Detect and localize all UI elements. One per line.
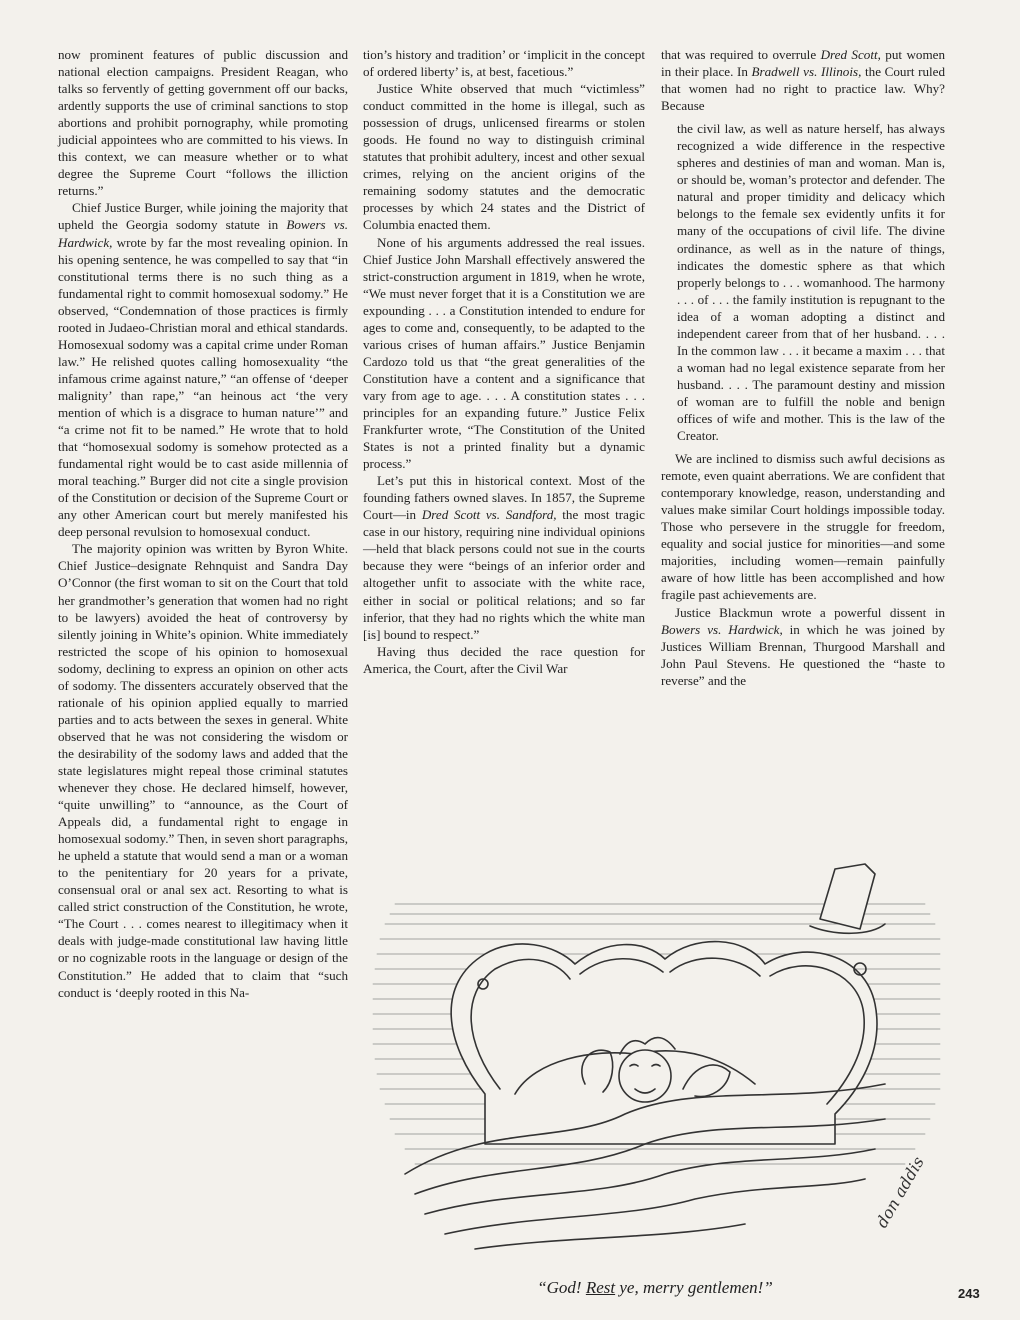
- paragraph-text: Chief Justice Burger, while joining the majority that upheld the Georgia sodomy statute in: [58, 200, 348, 233]
- cartoon-caption: [365, 1278, 945, 1298]
- text-column-1: [58, 46, 348, 1001]
- case-name: Dred Scott vs. Sandford,: [421, 507, 557, 523]
- paragraph: Justice White observed that much “victimless” conduct committed in the home is illegal, such as possession of drugs, unlicensed firearms or stolen goods. He found no way to distinguish criminal statutes that prohibit adultery, incest and other sexual crimes, relying on the ancient origins of the remaining sodomy statutes and the democratic processes by which 24 states and the District of Columbia enacted them.: [363, 81, 645, 233]
- headboard: [451, 942, 877, 1144]
- cartoon-signature: don addis: [872, 1153, 928, 1231]
- paragraph: None of his arguments addressed the real issues. Chief Justice John Marshall effectively answered the strict-construction argument in 1819, when he wrote, “We must never forget that it is a Constitution we are expounding . . . a Constitution intended to endure for ages to come and, consequently, to be adapted to the various crises of human affairs.” Justice Benjamin Cardozo told us that “the great generalities of the Constitution have a content and a significance that vary from age to age. . . . A constitution states . . . principles for an expanding future.” Justice Felix Frankfurter wrote, “The Constitution of the United States is not a printed finality but a dynamic process.”: [363, 234, 645, 472]
- paragraph: tion’s history and tradition’ or ‘implicit in the concept of ordered liberty’ is, at best, facetious.”: [363, 47, 645, 80]
- face-center: [619, 1050, 671, 1102]
- case-name: Bowers vs. Hardwick,: [58, 217, 348, 250]
- cartoon-illustration: [365, 844, 945, 1264]
- paragraph: now prominent features of public discussion and national election campaigns. President Reagan, who talks so fervently of getting government off our backs, ardently supports the use of criminal sanctions to stop abortions and prohibit pornography, while promoting judicial appointees who are committed to his views. In this context, we can measure whether or to what degree the Supreme Court “follows the illiction returns.”: [58, 47, 348, 199]
- paragraph: Having thus decided the race question for America, the Court, after the Civil War: [363, 643, 645, 676]
- top-hat: [820, 864, 875, 929]
- paragraph: The majority opinion was written by Byron White. Chief Justice–designate Rehnquist and Sandra Day O’Connor (the first woman to sit on the Court that told her grandmother’s generation that women had no right to be lawyers) avoided the heat of controversy by silently joining in White’s opinion. White immediately restricted the scope of his opinion to homosexual sodomy, declining to express an opinion on other acts of sodomy. The dissenters accurately observed that the rationale of his opinion applied equally to married parties and to acts between the sexes in general. White observed that he was not considering the wisdom or the desirability of the sodomy laws and added that the state legislatures might repeal those criminal statutes whenever they chose. He declared himself, however, “quite unwilling” to “announce, as the Court of Appeals did, a fundamental right to engage in homosexual sodomy.” Then, in seven short paragraphs, he upheld a statute that would send a man or a woman to the penitentiary for 20 years for a private, consensual oral or anal sex act. Resorting to what is called strict construction of the Constitution, he wrote, “The Court . . . comes nearest to illegitimacy when it deals with judge-made constitutional law having little or no cognizable roots in the language or design of the Constitution.” He added that to claim that “such conduct is ‘deeply rooted in this Na-: [58, 541, 348, 1000]
- paragraph-text: the Court ruled that women had no right to practice law. Why? Because: [661, 64, 946, 114]
- text-column-2: [363, 46, 645, 677]
- paragraph: [363, 472, 645, 642]
- paragraph-text: in which he was joined by Justices William Brennan, Thurgood Marshall and John Paul Stevens. He questioned the “haste to reverse” and the: [661, 621, 945, 688]
- case-name: Bradwell vs. Illinois,: [751, 64, 862, 80]
- paragraph-text: wrote by far the most revealing opinion. In his opening sentence, he was compelled to say that “in constitutional terms there is no such thing as a fundamental right to commit homosexual sodomy.” He observed, “Condemnation of those practices is firmly rooted in Judaeo-Christian moral and ethical standards. Homosexual sodomy was a capital crime under Roman law.” He relished quotes calling homosexuality “the infamous crime against nature,” “an offense of ‘deeper malignity’ than rape,” “an heinous act ‘the very mention of which is a disgrace to human nature’” and “a crime not fit to be named.” He wrote that to hold that “homosexual sodomy is somehow protected as a fundamental right would be to cast aside millennia of moral teaching.” Burger did not cite a single provision of the Constitution or decision of the Supreme Court or any other American court but merely manifested his deep personal revulsion to homosexual conduct.: [58, 234, 348, 540]
- case-name: Bowers vs. Hardwick,: [661, 621, 783, 637]
- block-quote: the civil law, as well as nature herself, has always recognized a wide difference in the respective spheres and destinies of man and woman. Man is, or should be, woman’s protector and defender. The natural and proper timidity and delicacy which belongs to the female sex evidently unfits it for many of the occupations of civil life. The divine ordinance, as well as in the nature of things, indicates the domestic sphere as that which properly belongs to . . . womanhood. The harmony . . . of . . . the family institution is repugnant to the idea of a woman adopting a distinct and independent career from that of her husband. . . . In the common law . . . it became a maxim . . . that a woman had no legal existence separate from her husband. . . . The paramount destiny and mission of woman are to fulfill the noble and benign offices of wife and mother. This is the law of the Creator.: [677, 121, 945, 444]
- paragraph-text: put women in their place. In: [661, 47, 946, 80]
- paragraph: We are inclined to dismiss such awful decisions as remote, even quaint aberrations. We are confident that contemporary knowledge, reason, understanding and values make similar Court holdings impossible today. Those who persevere in the struggle for freedom, equality and social justice for minorities—and some majorities, including women—remain painfully aware of how little has been accomplished and how fragile past achievements are.: [661, 451, 945, 603]
- page-number: 243: [958, 1286, 980, 1301]
- case-name: Dred Scott,: [820, 47, 881, 62]
- paragraph-text: Let’s put this in historical context. Most of the founding fathers owned slaves. In 1857, the Supreme Court—in: [363, 473, 645, 523]
- text-column-3: [661, 46, 945, 689]
- caption-text: “God!: [537, 1278, 586, 1297]
- paragraph-text: the most tragic case in our history, requiring nine individual opinions—held that black persons could not sue in the courts because they were “beings of an inferior order and altogether unfit to associate with the white race, either in social or political relations; and so far inferior, that they had no rights which the white man [is] bound to respect.”: [363, 507, 645, 642]
- paragraph-text: that was required to overrule: [661, 47, 821, 62]
- paragraph: [58, 199, 348, 540]
- caption-text: ye, merry gentlemen!”: [615, 1278, 773, 1297]
- caption-underlined-word: Rest: [585, 1278, 616, 1297]
- paragraph: [661, 604, 945, 689]
- paragraph-text: Justice Blackmun wrote a powerful dissent in: [675, 604, 945, 620]
- paragraph: [661, 46, 945, 114]
